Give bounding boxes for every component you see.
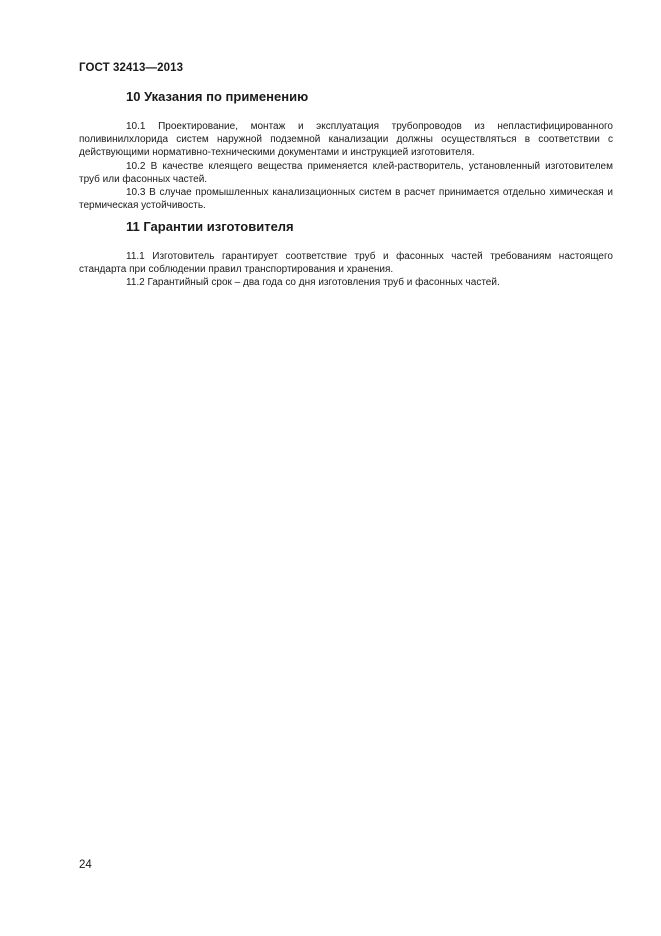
document-code: ГОСТ 32413—2013 bbox=[79, 62, 184, 74]
paragraph-10-3: 10.3 В случае промышленных канализационных систем в расчет принимается отдельно химическая и термическая устойчивость. bbox=[79, 187, 613, 212]
section-11 bbox=[79, 219, 613, 290]
section-10 bbox=[79, 89, 613, 212]
paragraph-11-1: 11.1 Изготовитель гарантирует соответствие труб и фасонных частей требованиям настоящего стандарта при соблюдении правил транспортирования и хранения. bbox=[79, 251, 613, 276]
paragraph-10-2: 10.2 В качестве клеящего вещества применяется клей-растворитель, установленный изготовителем труб или фасонных частей. bbox=[79, 160, 613, 185]
page-number: 24 bbox=[79, 859, 92, 871]
paragraph-10-1: 10.1 Проектирование, монтаж и эксплуатация трубопроводов из непластифицированного поливинилхлорида систем наружной подземной канализации должны осуществляться в соответствии с действующими нормативно-техническими документами и инструкцией изготовителя. bbox=[79, 121, 613, 159]
paragraph-11-2: 11.2 Гарантийный срок – два года со дня изготовления труб и фасонных частей. bbox=[126, 277, 500, 289]
section-heading: 11 Гарантии изготовителя bbox=[126, 219, 294, 234]
section-heading: 10 Указания по применению bbox=[126, 89, 309, 104]
